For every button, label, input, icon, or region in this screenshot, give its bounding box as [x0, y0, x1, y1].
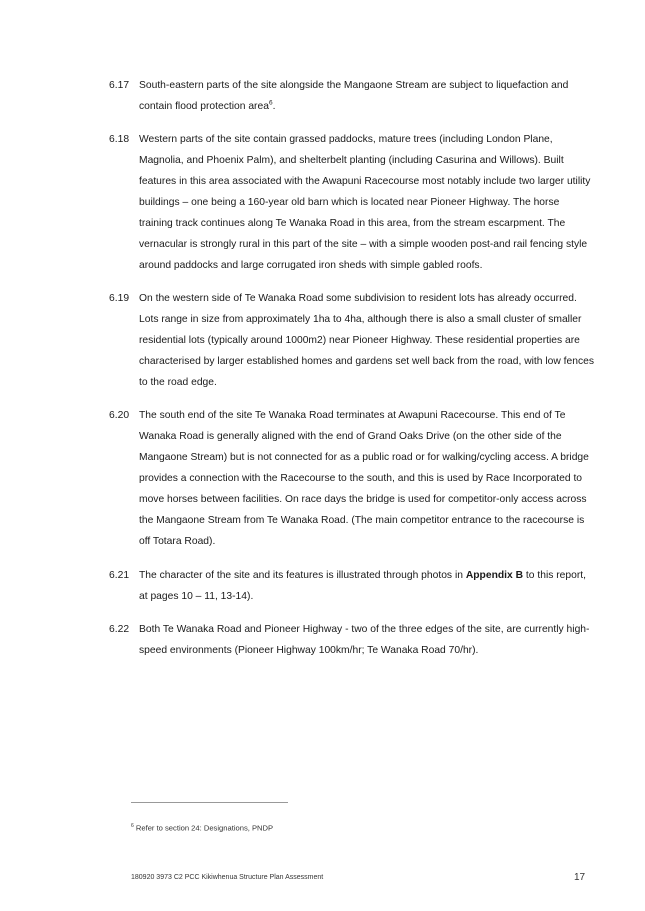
paragraph-number: 6.18 [109, 134, 130, 145]
paragraph-text-end: . [272, 101, 276, 112]
paragraph-text: Western parts of the site contain grassed paddocks, mature trees (including London Plane, Magnolia, and Phoenix Palm), and shelterbelt planting (including Casurina and Willows). Built features in this area associated with the Awapuni Racecourse most notably include two larger utility buildings – one being a 160-year old barn which is located near Pioneer Highway. The horse training track continues along Te Wanaka Road in this area, from the stream escarpment. The vernacular is strongly rural in this part of the site – with a simple wooden post-and rail fencing style around paddocks and large corrugated iron sheds with simple gabled roofs. [139, 134, 591, 271]
paragraph-text-end: to this report, at pages 10 – 11, 13-14). [139, 570, 586, 602]
paragraph-number: 6.19 [109, 293, 130, 304]
paragraph-number: 6.17 [109, 80, 130, 91]
paragraph-6-18 [109, 129, 595, 276]
paragraph-6-20 [109, 405, 595, 552]
paragraph-number: 6.20 [109, 410, 130, 421]
paragraph-text: The south end of the site Te Wanaka Road terminates at Awapuni Racecourse. This end of Te Wanaka Road is generally aligned with the end of Grand Oaks Drive (on the other side of the Mangaone Stream) but is not connected for as a public road or for walking/cycling access. A bridge provides a connection with the Racecourse to the south, and this is used by Race Incorporated to move horses between facilities. On race days the bridge is used for competitor-only access across the Mangaone Stream from Te Wanaka Road. (The main competitor entrance to the racecourse is off Totara Road). [139, 410, 589, 547]
paragraph-6-17 [109, 75, 595, 117]
footnote [131, 823, 273, 833]
paragraph-text: South-eastern parts of the site alongside the Mangaone Stream are subject to liquefaction and contain flood protection area [139, 80, 569, 112]
paragraph-text: On the western side of Te Wanaka Road some subdivision to resident lots has already occurred. Lots range in size from approximately 1ha to 4ha, although there is also a small cluster of smaller residential lots (typically around 1000m2) near Pioneer Highway. These residential properties are characterised by larger established homes and gardens set well back from the road, with low fences to the road edge. [139, 293, 595, 388]
footnote-separator [131, 802, 288, 803]
paragraph-number: 6.21 [109, 570, 130, 581]
appendix-reference: Appendix B [465, 570, 524, 581]
paragraph-number: 6.22 [109, 624, 130, 635]
paragraph-text: The character of the site and its features is illustrated through photos in [139, 570, 466, 581]
paragraph-6-21 [109, 565, 595, 607]
paragraph-6-22 [109, 619, 595, 661]
paragraph-6-19 [109, 288, 595, 393]
footnote-reference[interactable]: 6 [268, 99, 273, 107]
page-number: 17 [574, 872, 586, 883]
paragraph-text: Both Te Wanaka Road and Pioneer Highway - two of the three edges of the site, are currently high-speed environments (Pioneer Highway 100km/hr; Te Wanaka Road 70/hr). [139, 624, 590, 656]
footnote-mark: 6 [131, 823, 134, 829]
footnote-text: Refer to section 24: Designations, PNDP [133, 823, 274, 833]
footer-document-title: 180920 3973 C2 PCC Kikiwhenua Structure Plan Assessment [131, 874, 324, 881]
